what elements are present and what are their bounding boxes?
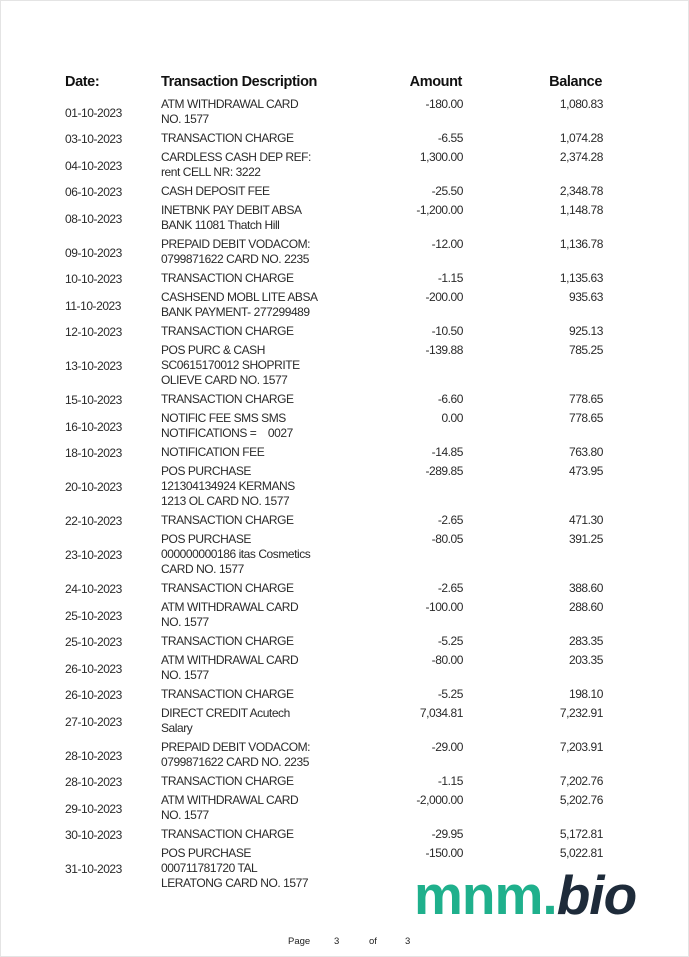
transaction-amount: -150.00: [425, 846, 463, 860]
description-line: 000711781720 TAL: [161, 861, 258, 875]
transaction-amount: 7,034.81: [419, 706, 463, 720]
transaction-amount: -5.25: [437, 687, 463, 701]
transaction-balance: 203.35: [568, 653, 603, 667]
transaction-description: [161, 740, 391, 770]
transaction-date: 28-10-2023: [65, 748, 122, 763]
transaction-amount: -180.00: [425, 97, 463, 111]
transaction-date: 25-10-2023: [65, 608, 122, 623]
description-line: 121304134924 KERMANS: [161, 479, 295, 493]
transaction-date: 10-10-2023: [65, 272, 122, 286]
transaction-description: [161, 846, 391, 891]
transaction-date: 29-10-2023: [65, 801, 122, 816]
transaction-amount: -289.85: [425, 464, 463, 478]
transaction-balance: 7,203.91: [559, 740, 603, 754]
transaction-date: 31-10-2023: [65, 862, 122, 876]
description-line: TRANSACTION CHARGE: [161, 513, 294, 527]
table-row: [1, 531, 689, 580]
table-row: [1, 410, 689, 444]
transaction-description: [161, 324, 391, 339]
watermark-part2: bio: [556, 864, 637, 926]
transaction-amount: -100.00: [425, 600, 463, 614]
transaction-description: [161, 343, 391, 388]
description-line: NOTIFIC FEE SMS SMS: [161, 411, 286, 425]
transaction-amount: -5.25: [437, 634, 463, 648]
transaction-balance: 763.80: [568, 445, 603, 459]
table-row: [1, 444, 689, 463]
transaction-balance: 935.63: [568, 290, 603, 304]
description-line: OLIEVE CARD NO. 1577: [161, 373, 288, 387]
description-line: TRANSACTION CHARGE: [161, 324, 294, 338]
description-line: LERATONG CARD NO. 1577: [161, 876, 309, 890]
transaction-description: [161, 600, 391, 630]
transaction-date: 25-10-2023: [65, 635, 122, 649]
transaction-balance: 7,202.76: [559, 774, 603, 788]
transaction-balance: 473.95: [568, 464, 603, 478]
transaction-description: [161, 687, 391, 702]
transaction-amount: -80.00: [431, 653, 463, 667]
description-line: 0799871622 CARD NO. 2235: [161, 755, 309, 769]
table-row: [1, 463, 689, 512]
table-row: [1, 130, 689, 149]
transaction-description: [161, 774, 391, 789]
transaction-balance: 283.35: [568, 634, 603, 648]
transaction-balance: 1,074.28: [559, 131, 603, 145]
transaction-amount: 1,300.00: [419, 150, 463, 164]
description-line: BANK PAYMENT- 277299489: [161, 305, 310, 319]
transaction-description: [161, 532, 391, 577]
transaction-amount: -6.60: [437, 392, 463, 406]
transaction-description: [161, 131, 391, 146]
transaction-description: [161, 581, 391, 596]
transaction-description: [161, 184, 391, 199]
transaction-amount: -2.65: [437, 581, 463, 595]
table-row: [1, 580, 689, 599]
watermark-part1: mnm.: [414, 864, 557, 926]
transaction-amount: -25.50: [431, 184, 463, 198]
transaction-date: 26-10-2023: [65, 688, 122, 702]
description-line: TRANSACTION CHARGE: [161, 271, 294, 285]
transaction-description: [161, 445, 391, 460]
description-line: rent CELL NR: 3222: [161, 165, 261, 179]
page-label: Page: [288, 936, 311, 947]
transaction-date: 16-10-2023: [65, 419, 122, 434]
transaction-description: [161, 237, 391, 267]
transaction-amount: -139.88: [425, 343, 463, 357]
description-line: 1213 OL CARD NO. 1577: [161, 494, 290, 508]
description-line: ATM WITHDRAWAL CARD: [161, 653, 299, 667]
description-line: NOTIFICATION FEE: [161, 445, 265, 459]
transaction-balance: 391.25: [568, 532, 603, 546]
table-row: [1, 826, 689, 845]
description-line: ATM WITHDRAWAL CARD: [161, 793, 299, 807]
description-line: ATM WITHDRAWAL CARD: [161, 600, 299, 614]
transaction-date: 30-10-2023: [65, 828, 122, 842]
description-line: Salary: [161, 721, 193, 735]
transaction-balance: 1,148.78: [559, 203, 603, 217]
transaction-balance: 1,080.83: [559, 97, 603, 111]
transaction-description: [161, 271, 391, 286]
table-row: [1, 512, 689, 531]
transaction-balance: 5,172.81: [559, 827, 603, 841]
transaction-description: [161, 513, 391, 528]
transaction-date: 18-10-2023: [65, 446, 122, 460]
description-line: ATM WITHDRAWAL CARD: [161, 97, 299, 111]
transaction-date: 13-10-2023: [65, 359, 122, 373]
transaction-date: 12-10-2023: [65, 325, 122, 339]
transaction-date: 01-10-2023: [65, 105, 122, 120]
table-row: [1, 652, 689, 686]
transaction-balance: 1,135.63: [559, 271, 603, 285]
description-line: TRANSACTION CHARGE: [161, 131, 294, 145]
transaction-date: 11-10-2023: [65, 298, 121, 313]
table-row: [1, 686, 689, 705]
transactions-table: [1, 96, 689, 894]
table-row: [1, 183, 689, 202]
transaction-date: 06-10-2023: [65, 185, 122, 199]
watermark-logo: [414, 865, 636, 925]
description-line: NO. 1577: [161, 615, 209, 629]
transaction-description: [161, 97, 391, 127]
transaction-amount: -14.85: [431, 445, 463, 459]
description-line: NO. 1577: [161, 668, 209, 682]
transaction-balance: 198.10: [568, 687, 603, 701]
description-line: POS PURCHASE: [161, 532, 251, 546]
table-row: [1, 773, 689, 792]
table-row: [1, 739, 689, 773]
transaction-balance: 5,202.76: [559, 793, 603, 807]
description-line: PREPAID DEBIT VODACOM:: [161, 237, 311, 251]
transaction-amount: -10.50: [431, 324, 463, 338]
transaction-balance: 925.13: [568, 324, 603, 338]
transaction-amount: -1.15: [437, 271, 463, 285]
table-row: [1, 202, 689, 236]
transaction-amount: -2,000.00: [416, 793, 463, 807]
description-line: INETBNK PAY DEBIT ABSA: [161, 203, 302, 217]
transaction-date: 26-10-2023: [65, 661, 122, 676]
table-row: [1, 633, 689, 652]
transaction-date: 03-10-2023: [65, 132, 122, 146]
description-line: TRANSACTION CHARGE: [161, 827, 294, 841]
transaction-amount: -80.05: [431, 532, 463, 546]
table-row: [1, 149, 689, 183]
table-row: [1, 270, 689, 289]
transaction-date: 20-10-2023: [65, 480, 122, 494]
transaction-balance: 471.30: [568, 513, 603, 527]
transaction-description: [161, 290, 391, 320]
description-line: BANK 11081 Thatch Hill: [161, 218, 280, 232]
table-row: [1, 236, 689, 270]
description-line: CARD NO. 1577: [161, 562, 244, 576]
column-header-description: Transaction Description: [161, 74, 317, 90]
description-line: TRANSACTION CHARGE: [161, 687, 294, 701]
transaction-balance: 288.60: [568, 600, 603, 614]
description-line: SC0615170012 SHOPRITE: [161, 358, 300, 372]
transaction-amount: -200.00: [425, 290, 463, 304]
transaction-description: [161, 634, 391, 649]
transaction-description: [161, 392, 391, 407]
transaction-description: [161, 827, 391, 842]
column-header-date: Date:: [65, 74, 100, 90]
table-row: [1, 792, 689, 826]
transaction-description: [161, 653, 391, 683]
transaction-balance: 7,232.91: [559, 706, 603, 720]
transaction-amount: -29.95: [431, 827, 463, 841]
description-line: TRANSACTION CHARGE: [161, 774, 294, 788]
transaction-date: 23-10-2023: [65, 548, 122, 562]
transaction-amount: -1.15: [437, 774, 463, 788]
transaction-date: 15-10-2023: [65, 393, 122, 407]
transaction-description: [161, 793, 391, 823]
transaction-date: 27-10-2023: [65, 714, 122, 729]
transaction-description: [161, 706, 391, 736]
description-line: TRANSACTION CHARGE: [161, 581, 294, 595]
column-header-balance: Balance: [549, 74, 602, 90]
description-line: CASHSEND MOBL LITE ABSA: [161, 290, 318, 304]
transaction-amount: -12.00: [431, 237, 463, 251]
description-line: TRANSACTION CHARGE: [161, 634, 294, 648]
transaction-balance: 5,022.81: [559, 846, 603, 860]
of-label: of: [369, 936, 377, 947]
description-line: NO. 1577: [161, 112, 209, 126]
table-row: [1, 342, 689, 391]
table-row: [1, 289, 689, 323]
current-page: 3: [334, 936, 340, 947]
transaction-description: [161, 150, 391, 180]
table-row: [1, 705, 689, 739]
transaction-description: [161, 203, 391, 233]
table-row: [1, 599, 689, 633]
transaction-date: 04-10-2023: [65, 158, 122, 173]
description-line: NOTIFICATIONS = 0027: [161, 426, 293, 440]
description-line: 0799871622 CARD NO. 2235: [161, 252, 309, 266]
transaction-date: 28-10-2023: [65, 775, 122, 789]
transaction-date: 24-10-2023: [65, 582, 122, 596]
transaction-date: 22-10-2023: [65, 514, 122, 528]
table-row: [1, 391, 689, 410]
description-line: POS PURCHASE: [161, 846, 251, 860]
description-line: POS PURCHASE: [161, 464, 251, 478]
description-line: NO. 1577: [161, 808, 209, 822]
transaction-balance: 1,136.78: [559, 237, 603, 251]
description-line: 000000000186 itas Cosmetics: [161, 547, 311, 561]
transaction-balance: 778.65: [568, 392, 603, 406]
transaction-date: 08-10-2023: [65, 211, 122, 226]
description-line: CARDLESS CASH DEP REF:: [161, 150, 311, 164]
transaction-balance: 785.25: [568, 343, 603, 357]
transaction-balance: 388.60: [568, 581, 603, 595]
transaction-description: [161, 464, 391, 509]
description-line: POS PURC & CASH: [161, 343, 265, 357]
transaction-amount: 0.00: [441, 411, 463, 425]
transaction-balance: 2,348.78: [559, 184, 603, 198]
transaction-amount: -29.00: [431, 740, 463, 754]
transaction-amount: -6.55: [437, 131, 463, 145]
total-pages: 3: [405, 936, 411, 947]
transaction-description: [161, 411, 391, 441]
table-row: [1, 323, 689, 342]
description-line: PREPAID DEBIT VODACOM:: [161, 740, 311, 754]
transaction-amount: -1,200.00: [416, 203, 463, 217]
transaction-balance: 2,374.28: [559, 150, 603, 164]
transaction-amount: -2.65: [437, 513, 463, 527]
description-line: TRANSACTION CHARGE: [161, 392, 294, 406]
description-line: DIRECT CREDIT Acutech: [161, 706, 290, 720]
table-row: [1, 96, 689, 130]
column-header-amount: Amount: [409, 74, 462, 90]
transaction-date: 09-10-2023: [65, 245, 122, 260]
transaction-balance: 778.65: [568, 411, 603, 425]
description-line: CASH DEPOSIT FEE: [161, 184, 270, 198]
